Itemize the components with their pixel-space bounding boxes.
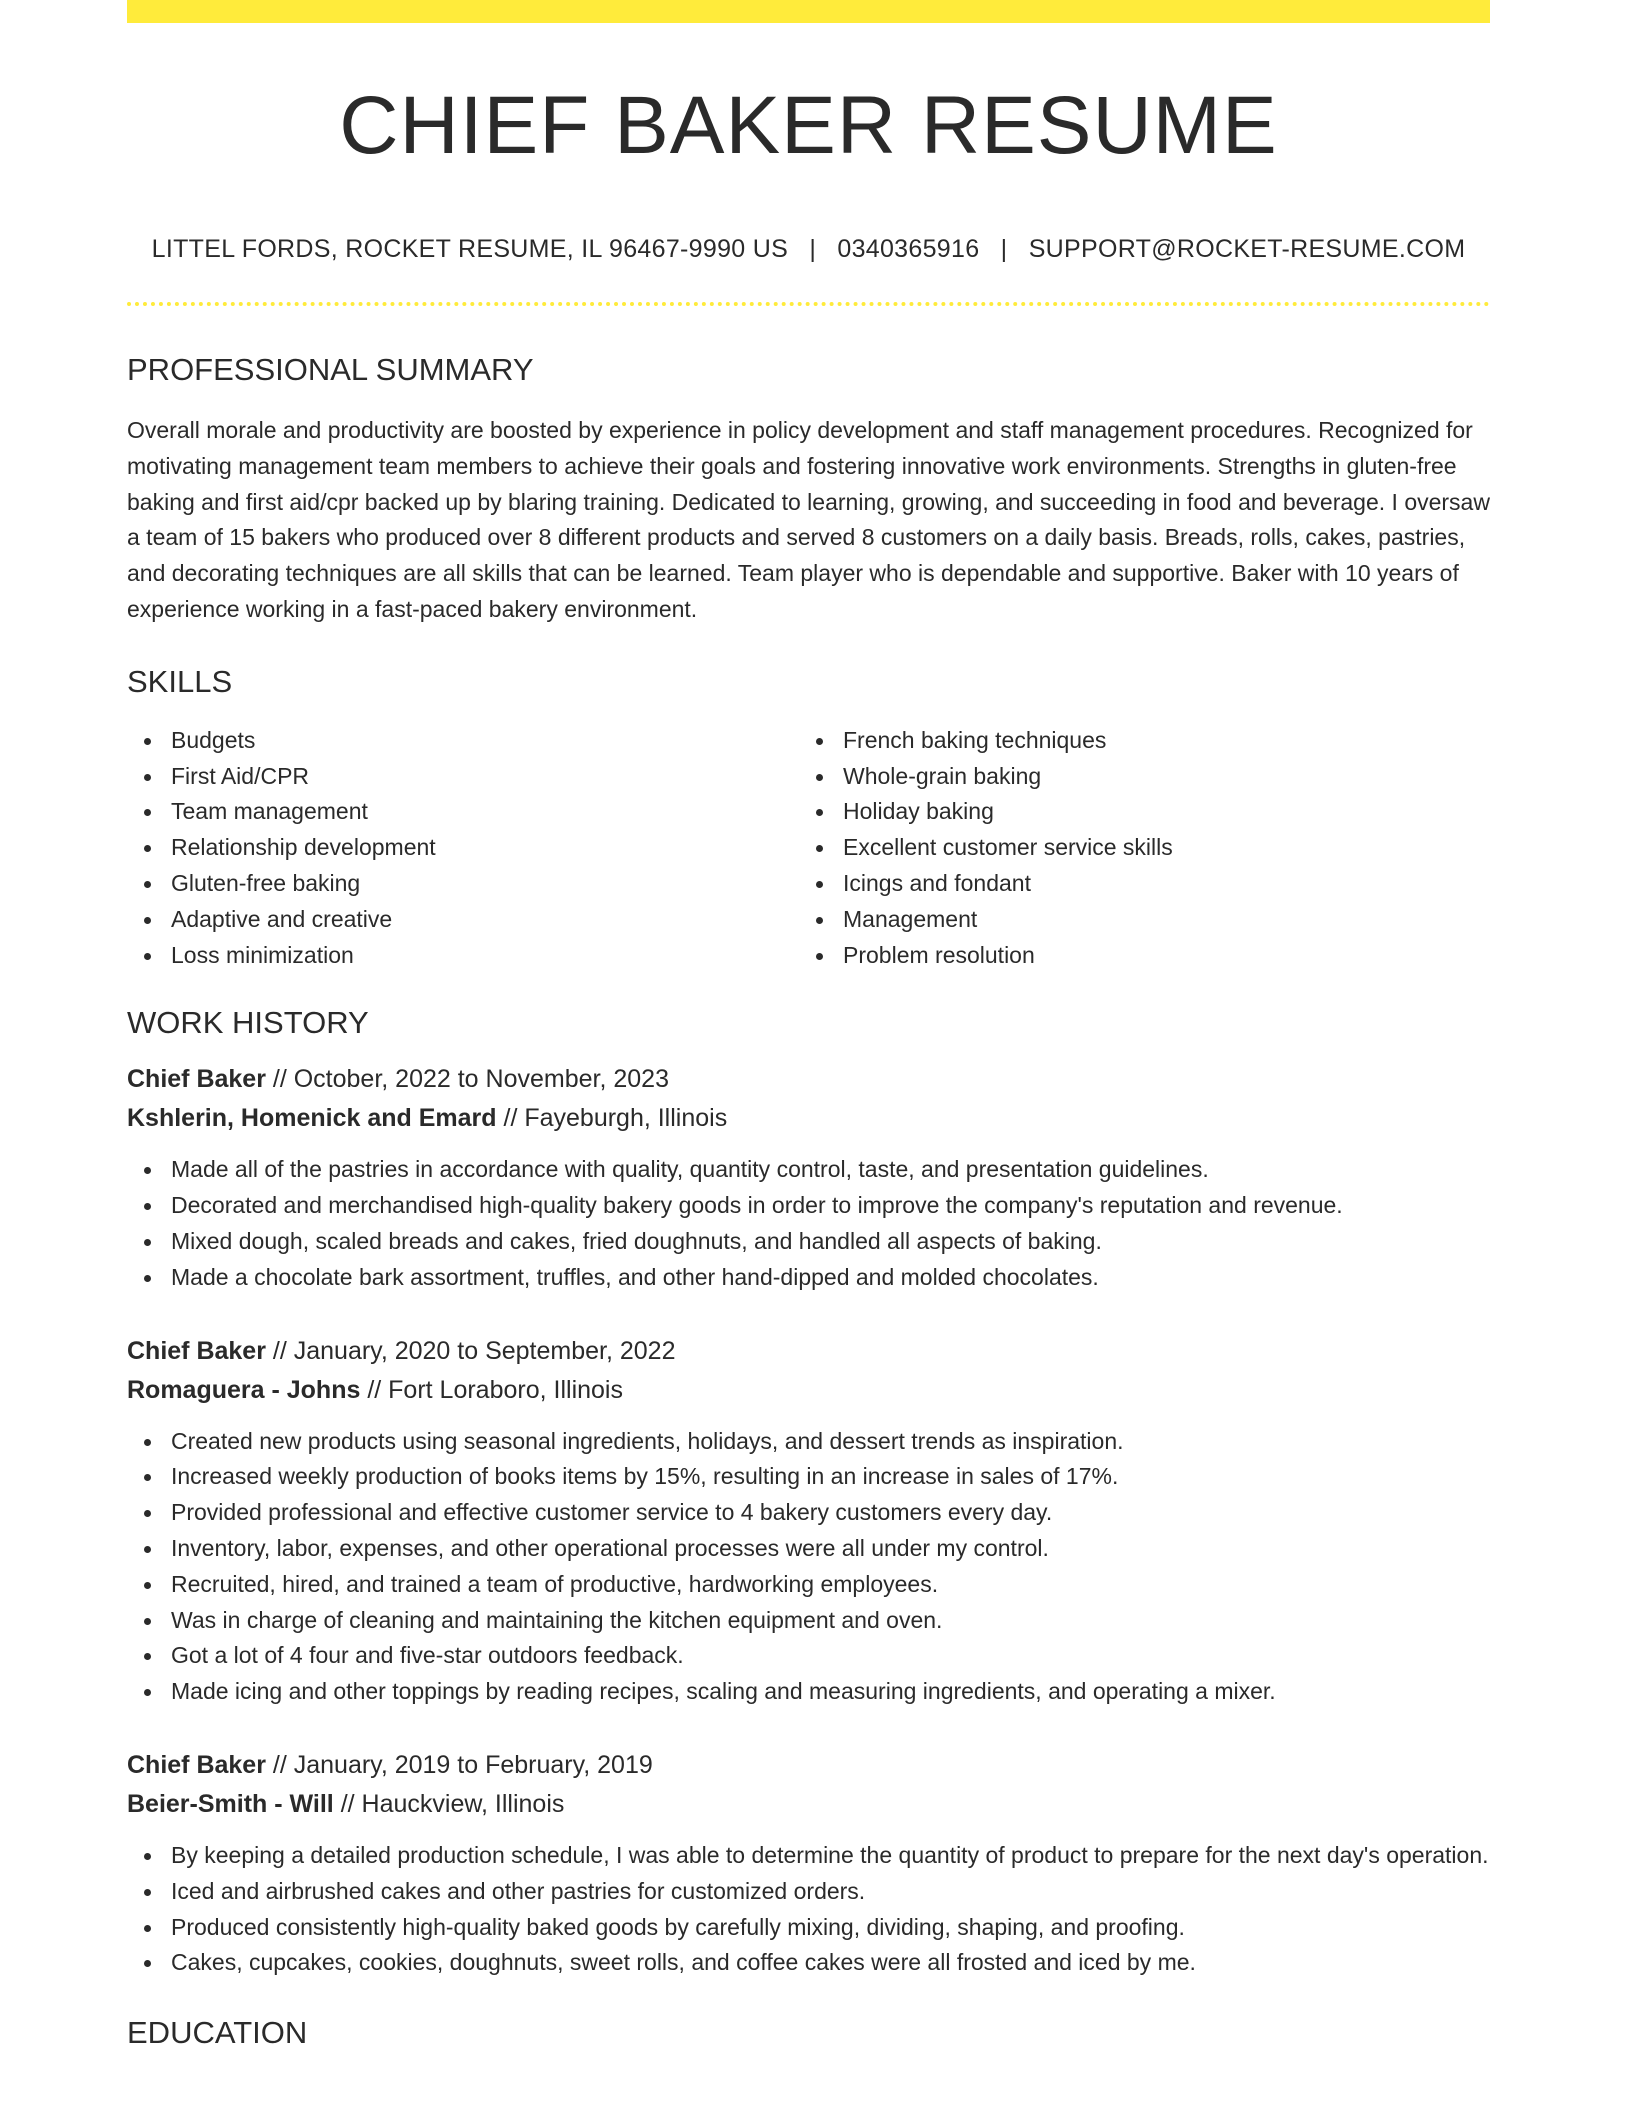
job-bullet: Was in charge of cleaning and maintaining the kitchen equipment and oven. bbox=[127, 1603, 1490, 1639]
job-dates: // October, 2022 to November, 2023 bbox=[265, 1065, 669, 1094]
job-entry bbox=[127, 1332, 1490, 1710]
job-bullet: Iced and airbrushed cakes and other pastries for customized orders. bbox=[127, 1874, 1490, 1910]
skill-item: Management bbox=[799, 902, 1471, 938]
contact-line bbox=[127, 235, 1490, 264]
job-bullet: Got a lot of 4 four and five-star outdoors feedback. bbox=[127, 1638, 1490, 1674]
contact-phone: 0340365916 bbox=[837, 235, 980, 263]
skill-item: Gluten-free baking bbox=[127, 866, 799, 902]
skill-item: Relationship development bbox=[127, 830, 799, 866]
job-title: Chief Baker bbox=[127, 1336, 266, 1365]
job-bullet: Cakes, cupcakes, cookies, doughnuts, sweet rolls, and coffee cakes were all frosted and iced by me. bbox=[127, 1945, 1490, 1981]
job-entry bbox=[127, 1746, 1490, 1981]
job-bullets bbox=[127, 1838, 1490, 1981]
summary-text: Overall morale and productivity are boosted by experience in policy development and staff management procedures. Recognized for motivating management team members to achieve their goals and fostering innovative work environments. Strengths in gluten-free baking and first aid/cpr backed up by blaring training. Dedicated to learning, growing, and succeeding in food and beverage. I oversaw a team of 15 bakers who produced over 8 different products and served 8 customers on a daily basis. Breads, rolls, cakes, pastries, and decorating techniques are all skills that can be learned. Team player who is dependable and supportive. Baker with 10 years of experience working in a fast-paced bakery environment. bbox=[127, 417, 1490, 622]
job-bullet: Made all of the pastries in accordance with quality, quantity control, taste, and presentation guidelines. bbox=[127, 1152, 1490, 1188]
job-title: Chief Baker bbox=[127, 1750, 266, 1779]
job-bullet: Increased weekly production of books items by 15%, resulting in an increase in sales of 17%. bbox=[127, 1459, 1490, 1495]
job-bullet: Recruited, hired, and trained a team of productive, hardworking employees. bbox=[127, 1567, 1490, 1603]
job-title-line bbox=[127, 1332, 1490, 1371]
job-bullet: Provided professional and effective customer service to 4 bakery customers every day. bbox=[127, 1495, 1490, 1531]
job-company: Kshlerin, Homenick and Emard bbox=[127, 1104, 497, 1133]
job-location: // Hauckview, Illinois bbox=[333, 1789, 565, 1818]
work-history-heading: WORK HISTORY bbox=[127, 1005, 369, 1041]
skill-item: Icings and fondant bbox=[799, 866, 1471, 902]
job-company-line bbox=[127, 1371, 1490, 1410]
job-location: // Fort Loraboro, Illinois bbox=[360, 1375, 623, 1404]
skill-item: First Aid/CPR bbox=[127, 759, 799, 795]
contact-address: LITTEL FORDS, ROCKET RESUME, IL 96467-9990 US bbox=[151, 235, 789, 263]
skills-heading: SKILLS bbox=[127, 663, 233, 699]
header-divider bbox=[127, 302, 1490, 306]
job-bullet: Made icing and other toppings by reading recipes, scaling and measuring ingredients, and operating a mixer. bbox=[127, 1674, 1490, 1710]
job-title: Chief Baker bbox=[127, 1065, 266, 1094]
skill-item: Budgets bbox=[127, 723, 799, 759]
job-bullet: Created new products using seasonal ingredients, holidays, and dessert trends as inspiration. bbox=[127, 1424, 1490, 1460]
skill-item: Loss minimization bbox=[127, 938, 799, 974]
job-bullets bbox=[127, 1152, 1490, 1295]
job-location: // Fayeburgh, Illinois bbox=[496, 1104, 728, 1133]
skill-item: Adaptive and creative bbox=[127, 902, 799, 938]
summary-heading: PROFESSIONAL SUMMARY bbox=[127, 352, 534, 387]
skills-list bbox=[127, 723, 1490, 974]
job-bullet: Made a chocolate bark assortment, truffles, and other hand-dipped and molded chocolates. bbox=[127, 1260, 1490, 1296]
skill-item: Problem resolution bbox=[799, 938, 1471, 974]
job-company: Romaguera - Johns bbox=[127, 1375, 361, 1404]
job-bullet: Inventory, labor, expenses, and other operational processes were all under my control. bbox=[127, 1531, 1490, 1567]
job-entry bbox=[127, 1060, 1490, 1295]
page-title: CHIEF BAKER RESUME bbox=[339, 80, 1278, 171]
job-title-line bbox=[127, 1746, 1490, 1785]
job-bullet: By keeping a detailed production schedule, I was able to determine the quantity of product to prepare for the next day's operation. bbox=[127, 1838, 1490, 1874]
contact-email: SUPPORT@ROCKET-RESUME.COM bbox=[1028, 235, 1466, 263]
skill-item: Whole-grain baking bbox=[799, 759, 1471, 795]
skills-column-left bbox=[127, 723, 799, 974]
job-company-line bbox=[127, 1785, 1490, 1824]
skill-item: Team management bbox=[127, 794, 799, 830]
job-bullet: Mixed dough, scaled breads and cakes, fried doughnuts, and handled all aspects of baking. bbox=[127, 1224, 1490, 1260]
top-accent-bar bbox=[127, 0, 1490, 23]
job-dates: // January, 2019 to February, 2019 bbox=[265, 1750, 653, 1779]
contact-separator: | bbox=[1000, 235, 1008, 263]
contact-separator: | bbox=[809, 235, 817, 263]
skill-item: Excellent customer service skills bbox=[799, 830, 1471, 866]
resume-page bbox=[127, 0, 1490, 2051]
job-company-line bbox=[127, 1099, 1490, 1138]
job-bullet: Produced consistently high-quality baked goods by carefully mixing, dividing, shaping, and proofing. bbox=[127, 1910, 1490, 1946]
job-dates: // January, 2020 to September, 2022 bbox=[265, 1336, 676, 1365]
education-heading: EDUCATION bbox=[127, 2015, 308, 2051]
skill-item: Holiday baking bbox=[799, 794, 1471, 830]
job-company: Beier-Smith - Will bbox=[127, 1789, 334, 1818]
job-bullet: Decorated and merchandised high-quality bakery goods in order to improve the company's reputation and revenue. bbox=[127, 1188, 1490, 1224]
skill-item: French baking techniques bbox=[799, 723, 1471, 759]
job-title-line bbox=[127, 1060, 1490, 1099]
skills-column-right bbox=[799, 723, 1471, 974]
job-bullets bbox=[127, 1424, 1490, 1710]
